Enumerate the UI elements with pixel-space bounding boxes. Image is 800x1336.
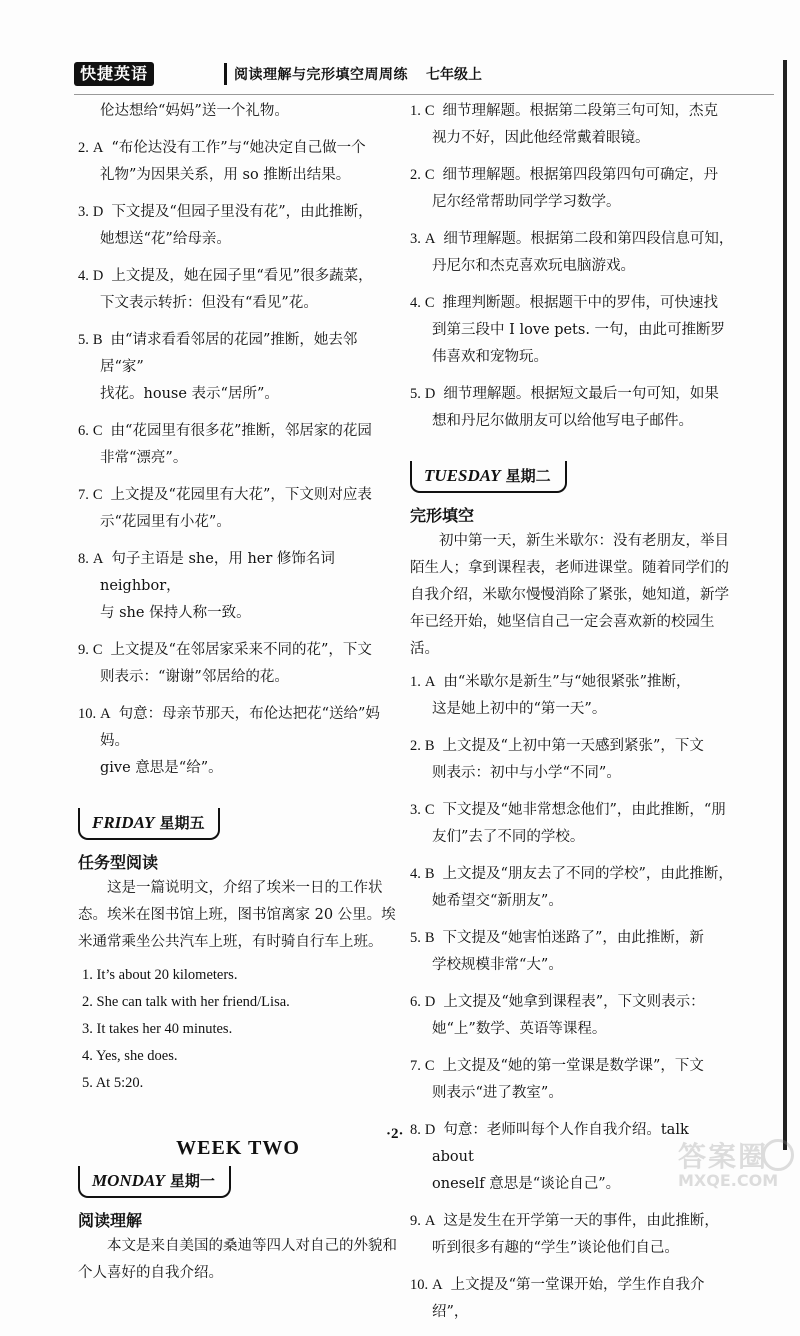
item-number: 4.	[78, 268, 89, 284]
answer-line	[78, 327, 398, 381]
explanation-continuation: oneself 意思是“谈论自己”。	[432, 1176, 621, 1192]
answer-item	[410, 1208, 735, 1262]
section-title: 阅读理解	[78, 1211, 143, 1230]
explanation-text: 由“花园里有很多花”推断，邻居家的花园	[110, 423, 372, 439]
explanation-continuation: 友们”去了不同的学校。	[432, 829, 585, 845]
friday-heading	[78, 808, 220, 840]
explanation-continuation: 找花。house 表示“居所”。	[100, 386, 279, 402]
answer-item	[410, 733, 735, 787]
explanation-text: 下文提及“但园子里没有花”，由此推断，	[111, 204, 373, 220]
day-english: MONDAY	[92, 1171, 165, 1190]
explanation-continuation: 她想送“花”给母亲。	[100, 231, 231, 247]
item-number: 1.	[410, 103, 421, 119]
friday-answer-list	[78, 962, 398, 1097]
site-watermark	[670, 1135, 790, 1195]
explanation-text: 下文提及“她害怕迷路了”，由此推断，新	[442, 930, 704, 946]
explanation-continuation: 这是她上初中的“第一天”。	[432, 701, 607, 717]
answer-item	[78, 135, 398, 189]
item-number: 5.	[78, 332, 89, 348]
watermark-circle-icon	[762, 1139, 794, 1171]
explanation-text: 细节理解题。根据第二段和第四段信息可知，	[443, 231, 734, 247]
item-number: 2.	[410, 738, 421, 754]
explanation-continuation: 视力不好，因此他经常戴着眼镜。	[432, 130, 650, 146]
explanation-continuation: 她“上”数学、英语等课程。	[432, 1021, 607, 1037]
answer-item	[78, 418, 398, 472]
answer-item	[410, 925, 735, 979]
answer-letter: C	[424, 103, 435, 119]
page-header	[74, 60, 794, 90]
watermark-logo-text: 答案圈	[678, 1140, 769, 1173]
explanation-text: 上文提及“上初中第一天感到紧张”，下文	[442, 738, 704, 754]
left-answer-list	[78, 135, 398, 782]
explanation-text: “布伦达没有工作”与“她决定自己做一个	[111, 140, 366, 156]
explanation-continuation: 听到很多有趣的“学生”谈论他们自己。	[432, 1240, 679, 1256]
answer-line	[410, 861, 735, 888]
answer-letter: D	[424, 386, 436, 402]
answer-item	[78, 546, 398, 627]
explanation-continuation: 到第三段中 I love pets. 一句，由此可推断罗伟喜欢和宠物玩。	[432, 322, 726, 365]
answer-line	[78, 546, 398, 600]
answer-letter: C	[424, 1058, 435, 1074]
answer-letter: C	[92, 423, 103, 439]
answer-letter: A	[100, 706, 111, 722]
explanation-text: 上文提及“花园里有大花”，下文则对应表	[110, 487, 372, 503]
explanation-text: 细节理解题。根据短文最后一句可知，如果	[443, 386, 719, 402]
answer-item	[78, 637, 398, 691]
item-number: 8.	[410, 1122, 421, 1138]
answer-line	[78, 482, 398, 509]
task-answer: 5. At 5:20.	[82, 1075, 144, 1091]
item-number: 3.	[410, 231, 421, 247]
item-number: 2.	[410, 167, 421, 183]
explanation-text: 句意：老师叫每个人作自我介绍。talk about	[432, 1122, 689, 1165]
explanation-text: 上文提及“第一堂课开始，学生作自我介绍”，	[432, 1277, 705, 1320]
section-title: 任务型阅读	[78, 853, 159, 872]
answer-line	[410, 669, 735, 696]
answer-item	[410, 381, 735, 435]
answer-letter: A	[424, 231, 436, 247]
answer-letter: C	[424, 167, 435, 183]
answer-letter: D	[92, 268, 104, 284]
explanation-text: 上文提及“朋友去了不同的学校”，由此推断，	[442, 866, 733, 882]
explanation-text: 上文提及，她在园子里“看见”很多蔬菜，	[111, 268, 373, 284]
item-number: 2.	[78, 140, 89, 156]
explanation-text: 上文提及“她拿到课程表”，下文则表示：	[443, 994, 705, 1010]
answer-item	[410, 226, 735, 280]
answer-item	[410, 290, 735, 371]
day-english: FRIDAY	[92, 813, 155, 832]
answer-line	[410, 989, 735, 1016]
explanation-continuation: 则表示“进了教室”。	[432, 1085, 563, 1101]
answer-line	[410, 290, 735, 317]
answer-line	[410, 925, 735, 952]
answer-line	[78, 701, 398, 755]
answer-letter: B	[424, 738, 435, 754]
page-edge-shadow	[783, 60, 787, 1150]
answer-letter: C	[424, 802, 435, 818]
item-number: 6.	[410, 994, 421, 1010]
item-number: 10.	[78, 706, 97, 722]
watermark-url: MXQE.COM	[678, 1171, 779, 1190]
item-number: 9.	[410, 1213, 421, 1229]
answer-line	[78, 199, 398, 226]
answer-letter: A	[424, 1213, 436, 1229]
explanation-text: 由“米歇尔是新生”与“她很紧张”推断，	[443, 674, 691, 690]
answer-letter: B	[92, 332, 103, 348]
answer-line	[78, 263, 398, 290]
item-number: 3.	[410, 802, 421, 818]
answer-item	[410, 162, 735, 216]
day-english: TUESDAY	[424, 466, 501, 485]
explanation-continuation: 示“花园里有小花”。	[100, 514, 231, 530]
answer-line	[410, 1208, 735, 1235]
tuesday-heading	[410, 461, 567, 493]
answer-line	[78, 135, 398, 162]
answer-letter: D	[92, 204, 104, 220]
left-column	[78, 98, 398, 1293]
task-answer: 1. It’s about 20 kilometers.	[82, 967, 238, 983]
item-number: 4.	[410, 295, 421, 311]
summary-paragraph: 本文是来自美国的桑迪等四人对自己的外貌和个人喜好的自我介绍。	[78, 1238, 397, 1281]
explanation-continuation: 下文表示转折：但没有“看见”花。	[100, 295, 318, 311]
answer-letter: B	[424, 866, 435, 882]
answer-letter: C	[92, 487, 103, 503]
answer-item	[410, 797, 735, 851]
explanation-text: 推理判断题。根据题干中的罗伟，可快速找	[442, 295, 719, 311]
answer-item	[78, 327, 398, 408]
answer-item	[78, 199, 398, 253]
explanation-continuation: 礼物”为因果关系，用 so 推断出结果。	[100, 167, 351, 183]
answer-item	[410, 861, 735, 915]
answer-letter: D	[424, 994, 436, 1010]
tuesday-answer-list	[410, 669, 735, 1326]
explanation-continuation: 则表示：“谢谢”邻居给的花。	[100, 669, 289, 685]
explanation-continuation: 非常“漂亮”。	[100, 450, 188, 466]
answer-item	[78, 701, 398, 782]
answer-line	[410, 381, 735, 408]
task-answer: 3. It takes her 40 minutes.	[82, 1021, 233, 1037]
carryover-line: 伦达想给“妈妈”送一个礼物。	[100, 103, 289, 119]
explanation-text: 细节理解题。根据第二段第三句可知，杰克	[442, 103, 719, 119]
answer-letter: C	[424, 295, 435, 311]
explanation-continuation: 她希望交“新朋友”。	[432, 893, 563, 909]
explanation-continuation: give 意思是“给”。	[100, 760, 223, 776]
item-number: 6.	[78, 423, 89, 439]
answer-letter: A	[424, 674, 436, 690]
answer-letter: A	[92, 140, 104, 156]
explanation-text: 句子主语是 she，用 her 修饰名词 neighbor，	[100, 551, 335, 594]
item-number: 7.	[78, 487, 89, 503]
item-number: 10.	[410, 1277, 429, 1293]
explanation-text: 细节理解题。根据第四段第四句可确定，丹	[442, 167, 719, 183]
summary-paragraph: 这是一篇说明文，介绍了埃米一日的工作状态。埃米在图书馆上班，图书馆离家 20 公里。埃米通常乘坐公共汽车上班，有时骑自行车上班。	[78, 880, 396, 950]
task-answer: 4. Yes, she does.	[82, 1048, 178, 1064]
answer-line	[410, 162, 735, 189]
day-chinese: 星期二	[505, 467, 551, 485]
item-number: 5.	[410, 386, 421, 402]
answer-letter: A	[92, 551, 104, 567]
answer-item	[410, 98, 735, 152]
explanation-continuation: 尼尔经常帮助同学学习数学。	[432, 194, 621, 210]
day-chinese: 星期五	[159, 814, 205, 832]
grade-label: 七年级上	[426, 67, 482, 83]
answer-item	[410, 1272, 735, 1326]
item-number: 3.	[78, 204, 89, 220]
day-chinese: 星期一	[169, 1172, 215, 1190]
answer-letter: A	[432, 1277, 443, 1293]
answer-item	[410, 989, 735, 1043]
week-title: WEEK TWO	[176, 1137, 300, 1159]
answer-line	[410, 98, 735, 125]
answer-item	[410, 1053, 735, 1107]
explanation-text: 上文提及“她的第一堂课是数学课”，下文	[442, 1058, 704, 1074]
answer-letter: B	[424, 930, 435, 946]
explanation-continuation: 丹尼尔和杰克喜欢玩电脑游戏。	[432, 258, 635, 274]
header-rule	[74, 94, 774, 95]
right-answer-list	[410, 98, 735, 435]
explanation-continuation: 学校规模非常“大”。	[432, 957, 563, 973]
answer-line	[410, 733, 735, 760]
section-title: 完形填空	[410, 506, 475, 525]
answer-letter: C	[92, 642, 103, 658]
header-divider	[224, 63, 227, 85]
item-number: 5.	[410, 930, 421, 946]
explanation-text: 上文提及“在邻居家采来不同的花”，下文	[110, 642, 372, 658]
answer-line	[78, 418, 398, 445]
explanation-text: 这是发生在开学第一天的事件，由此推断，	[443, 1213, 719, 1229]
item-number: 1.	[410, 674, 421, 690]
explanation-text: 下文提及“她非常想念他们”，由此推断，“朋	[442, 802, 726, 818]
explanation-continuation: 想和丹尼尔做朋友可以给他写电子邮件。	[432, 413, 693, 429]
answer-line	[410, 226, 735, 253]
item-number: 9.	[78, 642, 89, 658]
item-number: 7.	[410, 1058, 421, 1074]
brand-logo: 快捷英语	[74, 62, 154, 86]
summary-paragraph: 初中第一天，新生米歇尔：没有老朋友，举目陌生人；拿到课程表，老师进课堂。随着同学们的自我介绍，米歇尔慢慢消除了紧张，她知道，新学年已经开始，她坚信自己一定会喜欢新的校园生活。	[410, 533, 729, 657]
item-number: 8.	[78, 551, 89, 567]
answer-line	[410, 797, 735, 824]
task-answer: 2. She can talk with her friend/Lisa.	[82, 994, 290, 1010]
explanation-continuation: 则表示：初中与小学“不同”。	[432, 765, 621, 781]
answer-letter: D	[424, 1122, 436, 1138]
monday-heading	[78, 1166, 231, 1198]
item-number: 4.	[410, 866, 421, 882]
answer-item	[78, 482, 398, 536]
answer-line	[410, 1272, 735, 1326]
answer-item	[78, 263, 398, 317]
explanation-text: 由“请求看看邻居的花园”推断，她去邻居“家”	[100, 332, 358, 375]
book-title: 阅读理解与完形填空周周练	[234, 67, 408, 83]
answer-line	[410, 1053, 735, 1080]
answer-line	[78, 637, 398, 664]
page-number: ·2·	[386, 1126, 404, 1142]
explanation-continuation: 与 she 保持人称一致。	[100, 605, 251, 621]
answer-item	[410, 669, 735, 723]
explanation-text: 句意：母亲节那天，布伦达把花“送给”妈妈。	[100, 706, 380, 749]
